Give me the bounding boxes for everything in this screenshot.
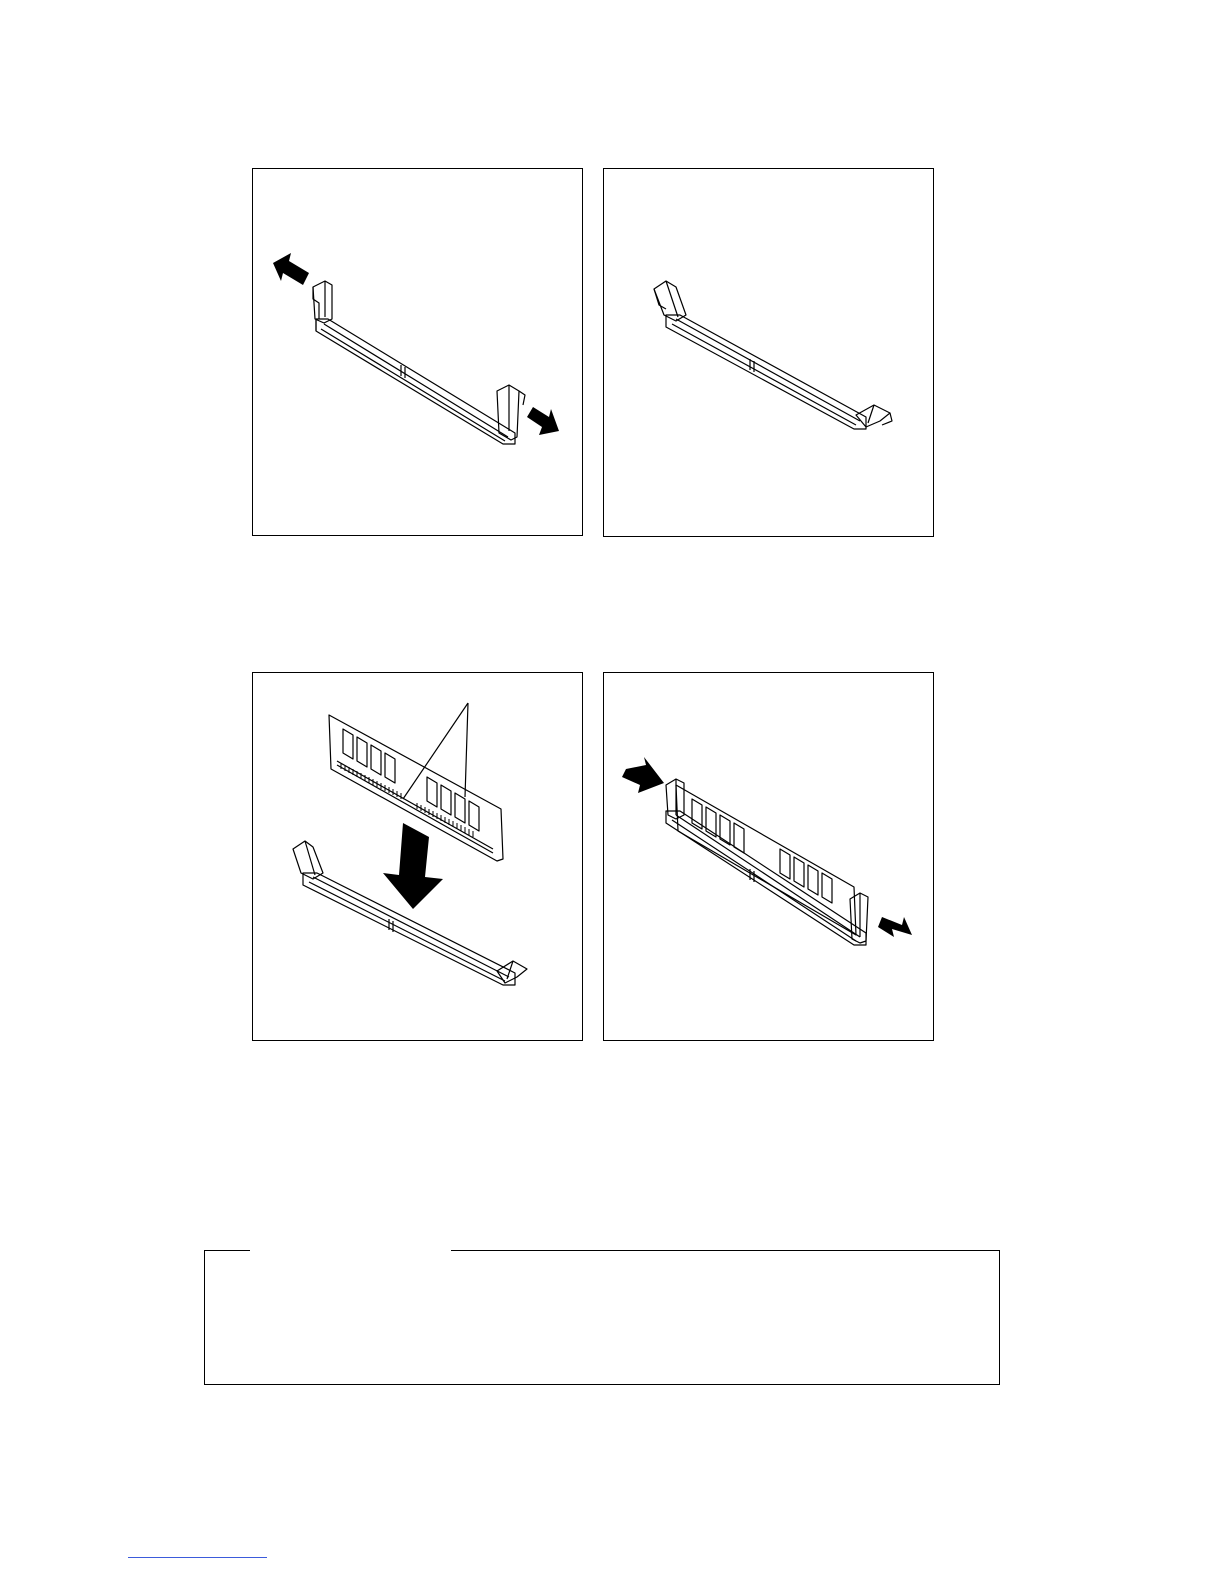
dimm-insertion-illustration [253,673,584,1042]
note-heading [250,1240,450,1260]
footer-link-underline [128,1557,267,1558]
note-box-top-border-left [204,1250,250,1251]
arrow-icon [622,757,912,937]
note-box [204,1250,1000,1385]
figure-clips-open [603,168,934,537]
arrow-icon [383,823,443,909]
dimm-seated-illustration [604,673,935,1042]
dimm-connector-open-clips-illustration [253,169,584,537]
figure-open-clips [252,168,583,536]
figure-module-seated [603,672,934,1041]
arrow-icon [273,253,559,435]
figure-insert-module [252,672,583,1041]
dimm-connector-illustration [604,169,935,538]
note-box-top-border-right [451,1250,1000,1251]
